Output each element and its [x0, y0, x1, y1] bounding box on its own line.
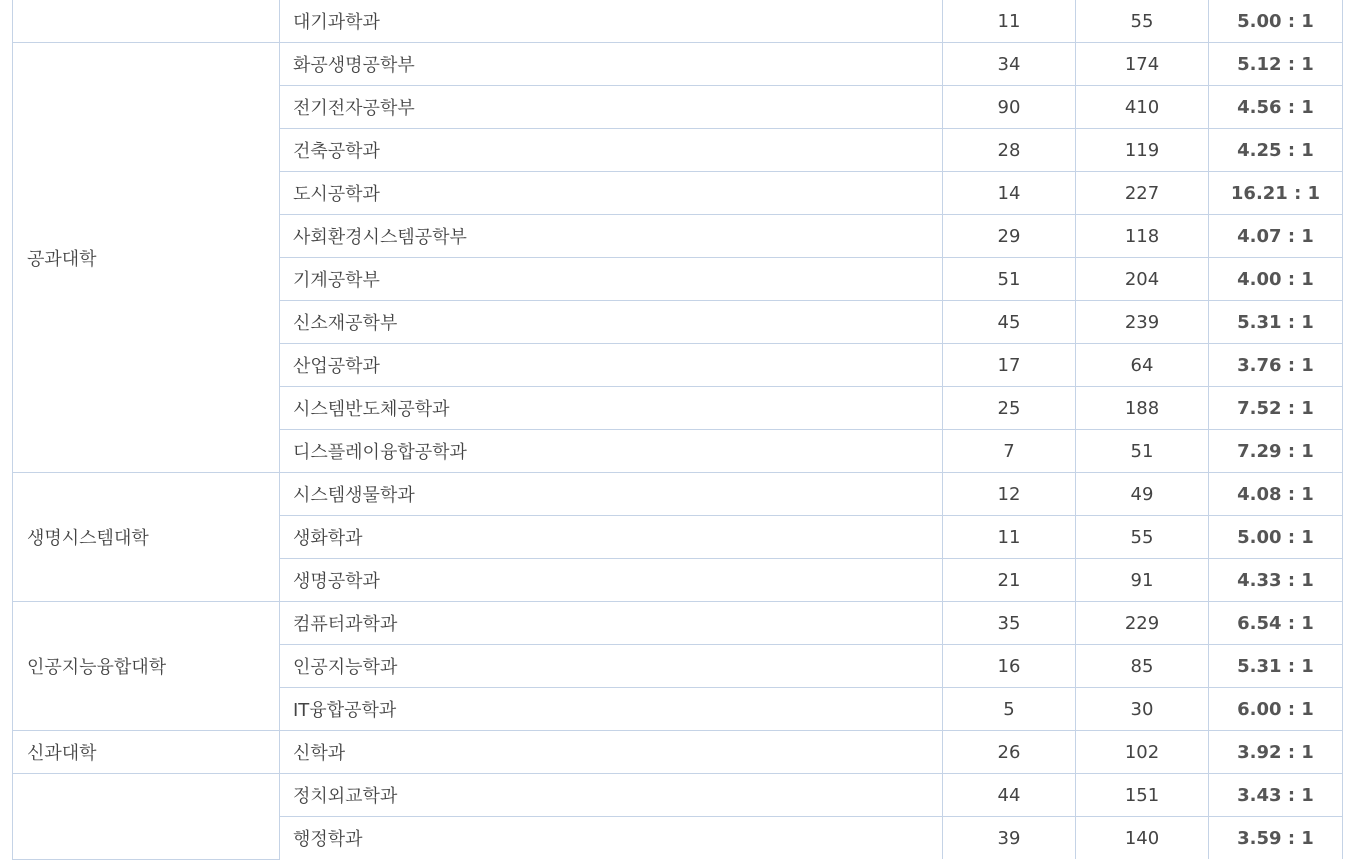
department-name-cell: 신학과 [280, 731, 943, 774]
table-row [13, 43, 1343, 86]
department-name-cell: 생화학과 [280, 516, 943, 559]
applicants-cell: 55 [1076, 0, 1209, 43]
competition-ratio-cell: 4.08 : 1 [1209, 473, 1343, 516]
competition-ratio-cell: 7.29 : 1 [1209, 430, 1343, 473]
quota-cell: 5 [943, 688, 1076, 731]
applicants-cell: 410 [1076, 86, 1209, 129]
applicants-cell: 91 [1076, 559, 1209, 602]
department-name-cell: IT융합공학과 [280, 688, 943, 731]
competition-ratio-cell: 5.00 : 1 [1209, 516, 1343, 559]
quota-cell: 26 [943, 731, 1076, 774]
applicants-cell: 227 [1076, 172, 1209, 215]
competition-ratio-cell: 4.00 : 1 [1209, 258, 1343, 301]
quota-cell: 14 [943, 172, 1076, 215]
competition-ratio-cell: 5.12 : 1 [1209, 43, 1343, 86]
department-name-cell: 정치외교학과 [280, 774, 943, 817]
department-name-cell: 행정학과 [280, 817, 943, 860]
college-name-cell: 인공지능융합대학 [13, 602, 280, 731]
quota-cell: 90 [943, 86, 1076, 129]
quota-cell: 35 [943, 602, 1076, 645]
applicants-cell: 49 [1076, 473, 1209, 516]
department-name-cell: 신소재공학부 [280, 301, 943, 344]
quota-cell: 45 [943, 301, 1076, 344]
applicants-cell: 204 [1076, 258, 1209, 301]
applicants-cell: 229 [1076, 602, 1209, 645]
quota-cell: 21 [943, 559, 1076, 602]
competition-ratio-cell: 5.00 : 1 [1209, 0, 1343, 43]
quota-cell: 51 [943, 258, 1076, 301]
department-name-cell: 화공생명공학부 [280, 43, 943, 86]
applicants-cell: 188 [1076, 387, 1209, 430]
department-name-cell: 도시공학과 [280, 172, 943, 215]
quota-cell: 17 [943, 344, 1076, 387]
quota-cell: 7 [943, 430, 1076, 473]
quota-cell: 11 [943, 516, 1076, 559]
competition-ratio-cell: 3.76 : 1 [1209, 344, 1343, 387]
table-row [13, 0, 1343, 43]
quota-cell: 28 [943, 129, 1076, 172]
college-name-cell [13, 774, 280, 860]
competition-ratio-cell: 4.25 : 1 [1209, 129, 1343, 172]
table-body [13, 0, 1343, 859]
competition-ratio-cell: 5.31 : 1 [1209, 301, 1343, 344]
department-name-cell: 건축공학과 [280, 129, 943, 172]
table-row [13, 774, 1343, 817]
applicants-cell: 85 [1076, 645, 1209, 688]
department-name-cell: 대기과학과 [280, 0, 943, 43]
applicants-cell: 119 [1076, 129, 1209, 172]
quota-cell: 25 [943, 387, 1076, 430]
applicants-cell: 140 [1076, 817, 1209, 860]
quota-cell: 34 [943, 43, 1076, 86]
applicants-cell: 151 [1076, 774, 1209, 817]
competition-ratio-cell: 3.43 : 1 [1209, 774, 1343, 817]
quota-cell: 16 [943, 645, 1076, 688]
table-row [13, 602, 1343, 645]
table-row [13, 731, 1343, 774]
applicants-cell: 239 [1076, 301, 1209, 344]
applicants-cell: 30 [1076, 688, 1209, 731]
college-name-cell: 생명시스템대학 [13, 473, 280, 602]
competition-ratio-cell: 6.54 : 1 [1209, 602, 1343, 645]
applicants-cell: 64 [1076, 344, 1209, 387]
competition-ratio-cell: 4.07 : 1 [1209, 215, 1343, 258]
department-name-cell: 산업공학과 [280, 344, 943, 387]
applicants-cell: 55 [1076, 516, 1209, 559]
college-name-cell [13, 0, 280, 43]
competition-ratio-cell: 3.59 : 1 [1209, 817, 1343, 860]
competition-ratio-cell: 6.00 : 1 [1209, 688, 1343, 731]
competition-ratio-cell: 16.21 : 1 [1209, 172, 1343, 215]
department-name-cell: 시스템생물학과 [280, 473, 943, 516]
department-name-cell: 컴퓨터과학과 [280, 602, 943, 645]
quota-cell: 11 [943, 0, 1076, 43]
department-name-cell: 사회환경시스템공학부 [280, 215, 943, 258]
applicants-cell: 51 [1076, 430, 1209, 473]
applicants-cell: 118 [1076, 215, 1209, 258]
department-name-cell: 생명공학과 [280, 559, 943, 602]
department-name-cell: 인공지능학과 [280, 645, 943, 688]
quota-cell: 29 [943, 215, 1076, 258]
quota-cell: 44 [943, 774, 1076, 817]
department-name-cell: 디스플레이융합공학과 [280, 430, 943, 473]
quota-cell: 12 [943, 473, 1076, 516]
college-name-cell: 공과대학 [13, 43, 280, 473]
competition-ratio-cell: 3.92 : 1 [1209, 731, 1343, 774]
quota-cell: 39 [943, 817, 1076, 860]
competition-ratio-cell: 4.56 : 1 [1209, 86, 1343, 129]
competition-ratio-cell: 5.31 : 1 [1209, 645, 1343, 688]
applicants-cell: 102 [1076, 731, 1209, 774]
admission-competition-table [12, 0, 1343, 860]
admission-table-container [12, 0, 1342, 860]
competition-ratio-cell: 4.33 : 1 [1209, 559, 1343, 602]
competition-ratio-cell: 7.52 : 1 [1209, 387, 1343, 430]
table-row [13, 473, 1343, 516]
department-name-cell: 기계공학부 [280, 258, 943, 301]
department-name-cell: 시스템반도체공학과 [280, 387, 943, 430]
department-name-cell: 전기전자공학부 [280, 86, 943, 129]
college-name-cell: 신과대학 [13, 731, 280, 774]
applicants-cell: 174 [1076, 43, 1209, 86]
